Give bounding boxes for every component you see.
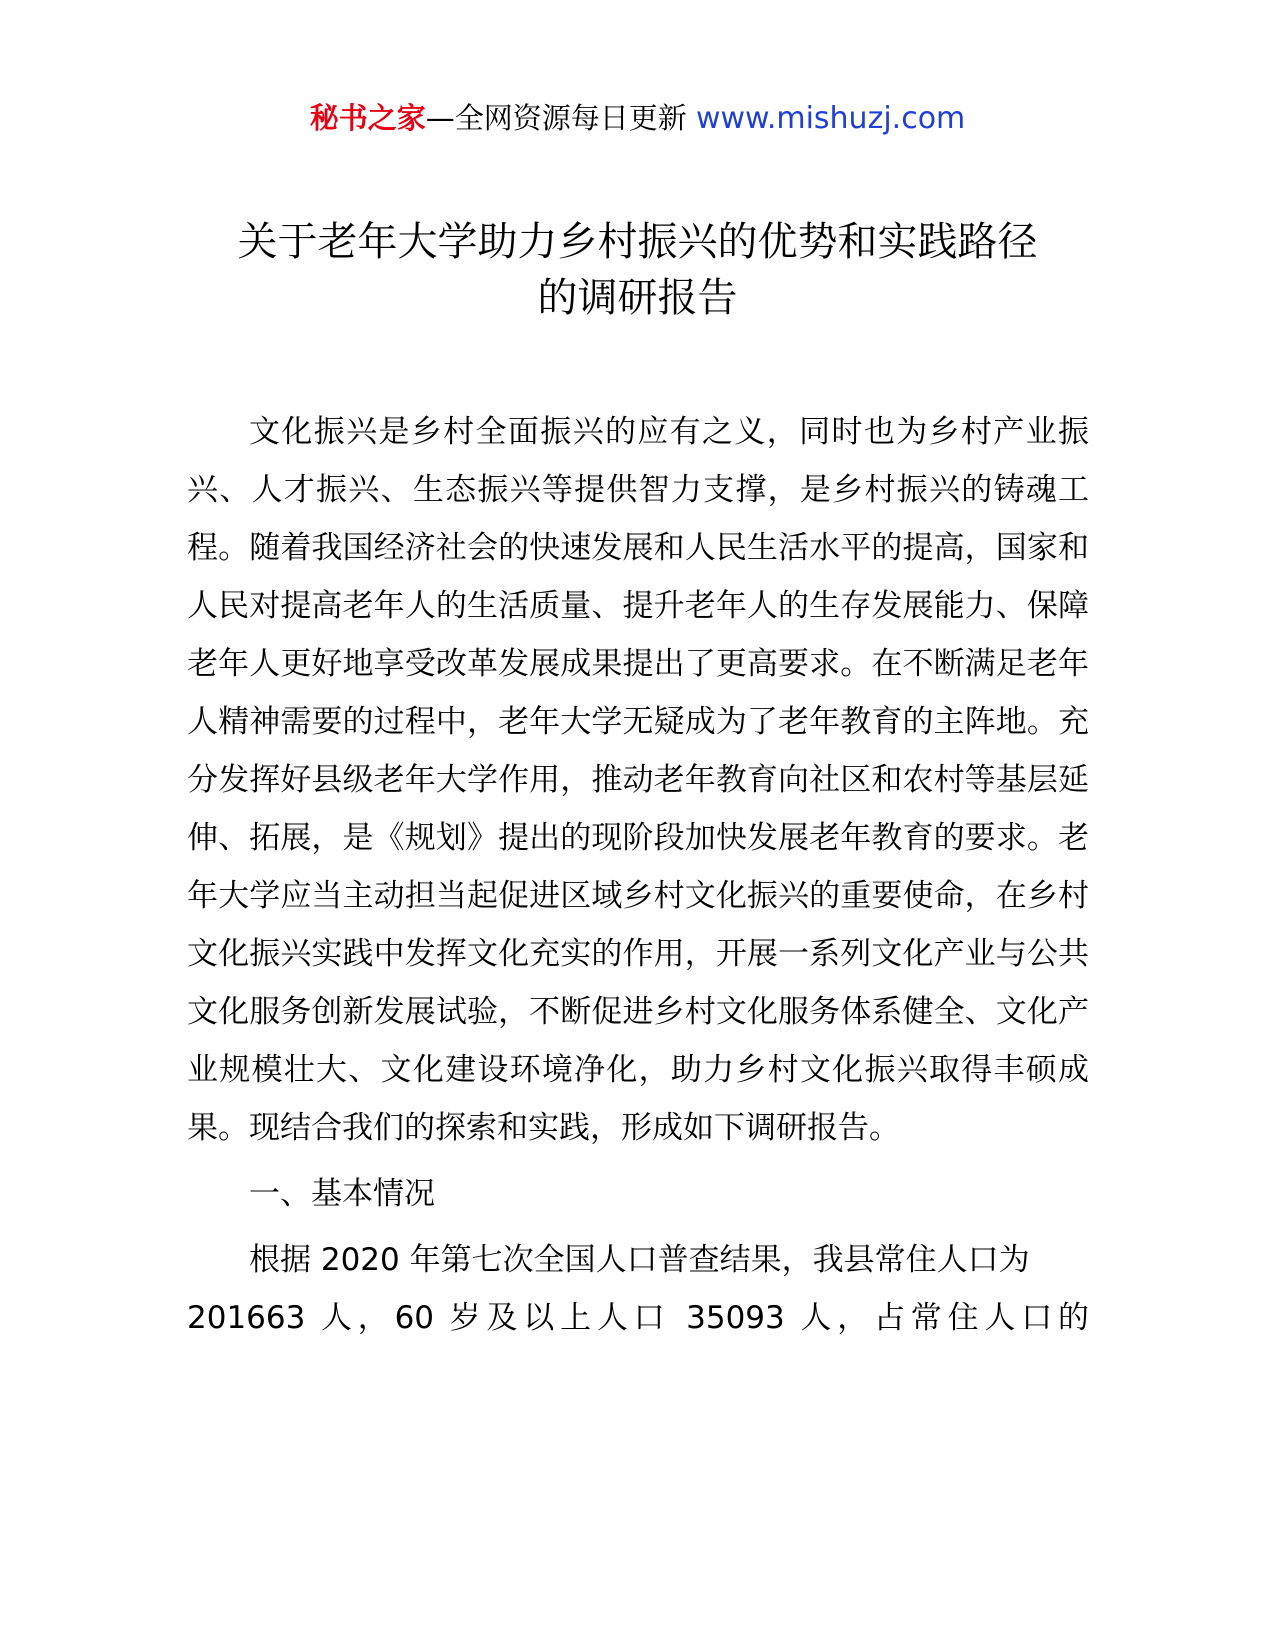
site-url-link[interactable]: www.mishuzj.com [695, 101, 966, 136]
document-title [0, 214, 1275, 326]
title-line-2: 的调研报告 [537, 275, 738, 321]
site-tagline: —全网资源每日更新 [425, 101, 687, 135]
title-line-1: 关于老年大学助力乡村振兴的优势和实践路径 [237, 219, 1038, 265]
section1-line-2: 201663 人，60 岁及以上人口 35093 人，占常住人口的 [187, 1300, 1089, 1336]
site-header [0, 98, 1275, 139]
section1-line-1: 根据 2020 年第七次全国人口普查结果，我县常住人口为 [249, 1242, 1030, 1278]
section1-paragraph [187, 1231, 1089, 1289]
intro-paragraph: 文化振兴是乡村全面振兴的应有之义，同时也为乡村产业振兴、人才振兴、生态振兴等提供智力支撑，是乡村振兴的铸魂工程。随着我国经济社会的快速发展和人民生活水平的提高，国家和人民对提高老年人的生活质量、提升老年人的生存发展能力、保障老年人更好地享受改革发展成果提出了更高要求。在不断满足老年人精神需要的过程中，老年大学无疑成为了老年教育的主阵地。充分发挥好县级老年大学作用，推动老年教育向社区和农村等基层延伸、拓展，是《规划》提出的现阶段加快发展老年教育的要求。老年大学应当主动担当起促进区域乡村文化振兴的重要使命，在乡村文化振兴实践中发挥文化充实的作用，开展一系列文化产业与公共文化服务创新发展试验，不断促进乡村文化服务体系健全、文化产业规模壮大、文化建设环境净化，助力乡村文化振兴取得丰硕成果。现结合我们的探索和实践，形成如下调研报告。 [187, 414, 1089, 1146]
document-body [187, 403, 1089, 1347]
section-heading-basic-situation: 一、基本情况 [249, 1176, 435, 1212]
site-brand: 秘书之家 [309, 101, 426, 135]
